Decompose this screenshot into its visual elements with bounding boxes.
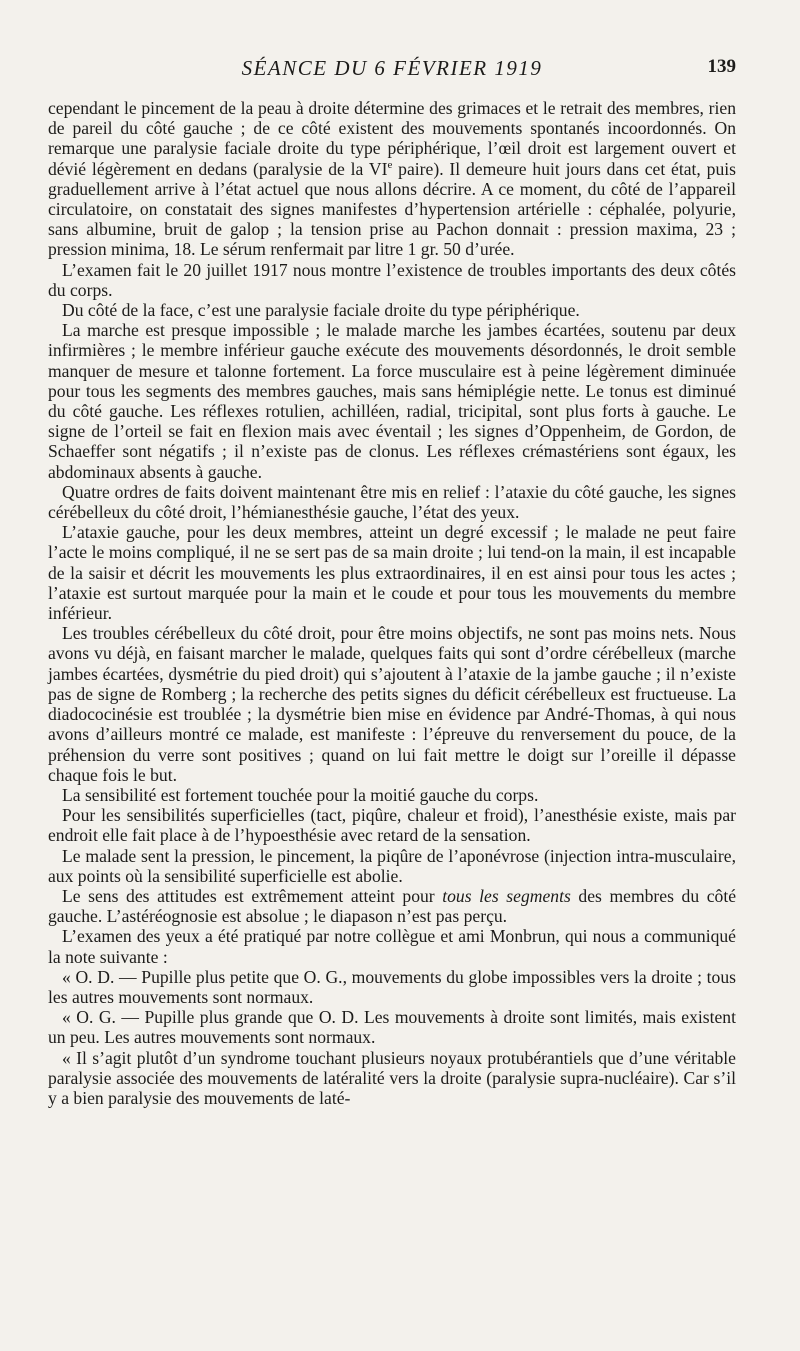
paragraph: Quatre ordres de faits doivent maintenant être mis en relief : l’ataxie du côté gauche, les signes cérébelleux du côté droit, l’hémianesthésie gauche, l’état des yeux. [48, 481, 736, 523]
running-title: SÉANCE DU 6 FÉVRIER 1919 [241, 56, 543, 80]
paragraph: Le sens des attitudes est extrêmement atteint pour tous les segments des membres du côté gauche. L’astéréognosie est absolue ; le diapason n’est pas perçu. [48, 885, 737, 927]
paragraph: L’examen des yeux a été pratiqué par notre collègue et ami Monbrun, qui nous a communiqué la note suivante : [48, 926, 736, 967]
paragraph: La sensibilité est fortement touchée pour la moitié gauche du corps. [62, 784, 539, 805]
paragraph: cependant le pincement de la peau à droite détermine des grimaces et le retrait des membres, rien de pareil du côté gauche ; de ce côté existent des mouvements spontanés incoordonnés. On remarque une paralysie faciale droite du type périphérique, l’œil droit est largement ouvert et dévié légèrement en dedans (paralysie de la VIe paire). Il demeure huit jours dans cet état, puis graduellement arrive à l’état actuel que nous allons décrire. A ce moment, du côté de l’appareil circulatoire, on constatait des signes manifestes d’hypertension artérielle : céphalée, polyurie, sans albumine, bruit de galop ; la tension prise au Pachon donnait : pression maxima, 23 ; pression minima, 18. Le sérum renfermait par litre 1 gr. 50 d’urée. [48, 98, 736, 260]
paragraph: Pour les sensibilités superficielles (tact, piqûre, chaleur et froid), l’anesthésie existe, mais par endroit elle fait place à de l’hypoesthésie avec retard de la sensation. [48, 805, 736, 846]
quoted-paragraph: « O. G. — Pupille plus grande que O. D. Les mouvements à droite sont limités, mais existent un peu. Les autres mouvements sont normaux. [48, 1007, 736, 1048]
page-number: 139 [707, 56, 736, 77]
paragraph: L’examen fait le 20 juillet 1917 nous montre l’existence de troubles importants des deux côtés du corps. [48, 259, 736, 300]
page-header [48, 56, 736, 86]
body-text [48, 98, 736, 1108]
paragraph: L’ataxie gauche, pour les deux membres, atteint un degré excessif ; le malade ne peut faire l’acte le moins compliqué, il ne se sert pas de sa main droite ; lui tend-on la main, il est incapable de la saisir et décrit les mouvements les plus extraordinaires, il en est ainsi pour tous les actes ; l’ataxie est surtout marquée pour la main et le coude et pour tous les mouvements du membre inférieur. [48, 522, 736, 624]
paragraph: Du côté de la face, c’est une paralysie faciale droite du type périphérique. [62, 300, 580, 321]
paragraph: Les troubles cérébelleux du côté droit, pour être moins objectifs, ne sont pas moins nets. Nous avons vu déjà, en faisant marcher le malade, quelques faits qui sont d’ordre cérébelleux (marche jambes écartées, dysmétrie du pied droit) qui s’ajoutent à l’ataxie de la jambe gauche ; il n’existe pas de signe de Romberg ; la recherche des petits signes du déficit cérébelleux est fructueuse. La diadococinésie est troublée ; la dysmétrie bien mise en évidence par André-Thomas, à qui nous avons d’ailleurs montré ce malade, est manifeste : l’épreuve du renversement du pouce, de la préhension du verre sont positives ; quand on lui fait mettre le doigt sur l’oreille il dépasse chaque fois le but. [48, 623, 736, 785]
paragraph: Le malade sent la pression, le pincement, la piqûre de l’aponévrose (injection intra-musculaire, aux points où la sensibilité superficielle est abolie. [48, 845, 736, 886]
paragraph: La marche est presque impossible ; le malade marche les jambes écartées, soutenu par deux infirmières ; le membre inférieur gauche exécute des mouvements désordonnés, le droit semble manquer de mesure et talonne fortement. La force musculaire est à peine légèrement diminuée pour tous les segments des membres gauches, mais sans hémiplégie nette. Le tonus est diminué du côté gauche. Les réflexes rotulien, achilléen, radial, tricipital, sont plus forts à gauche. Le signe de l’orteil se fait en flexion mais avec éventail ; les signes d’Oppenheim, de Gordon, de Schaeffer sont négatifs ; il n’existe pas de clonus. Les réflexes crémastériens sont égaux, les abdominaux absents à gauche. [48, 320, 736, 482]
quoted-paragraph: « Il s’agit plutôt d’un syndrome touchant plusieurs noyaux protubérantiels que d’une véritable paralysie associée des mouvements de latéralité vers la droite (paralysie supra-nucléaire). Car s’il y a bien paralysie des mouvements de laté- [48, 1047, 736, 1108]
quoted-paragraph: « O. D. — Pupille plus petite que O. G., mouvements du globe impossibles vers la droite ; tous les autres mouvements sont normaux. [48, 966, 736, 1007]
